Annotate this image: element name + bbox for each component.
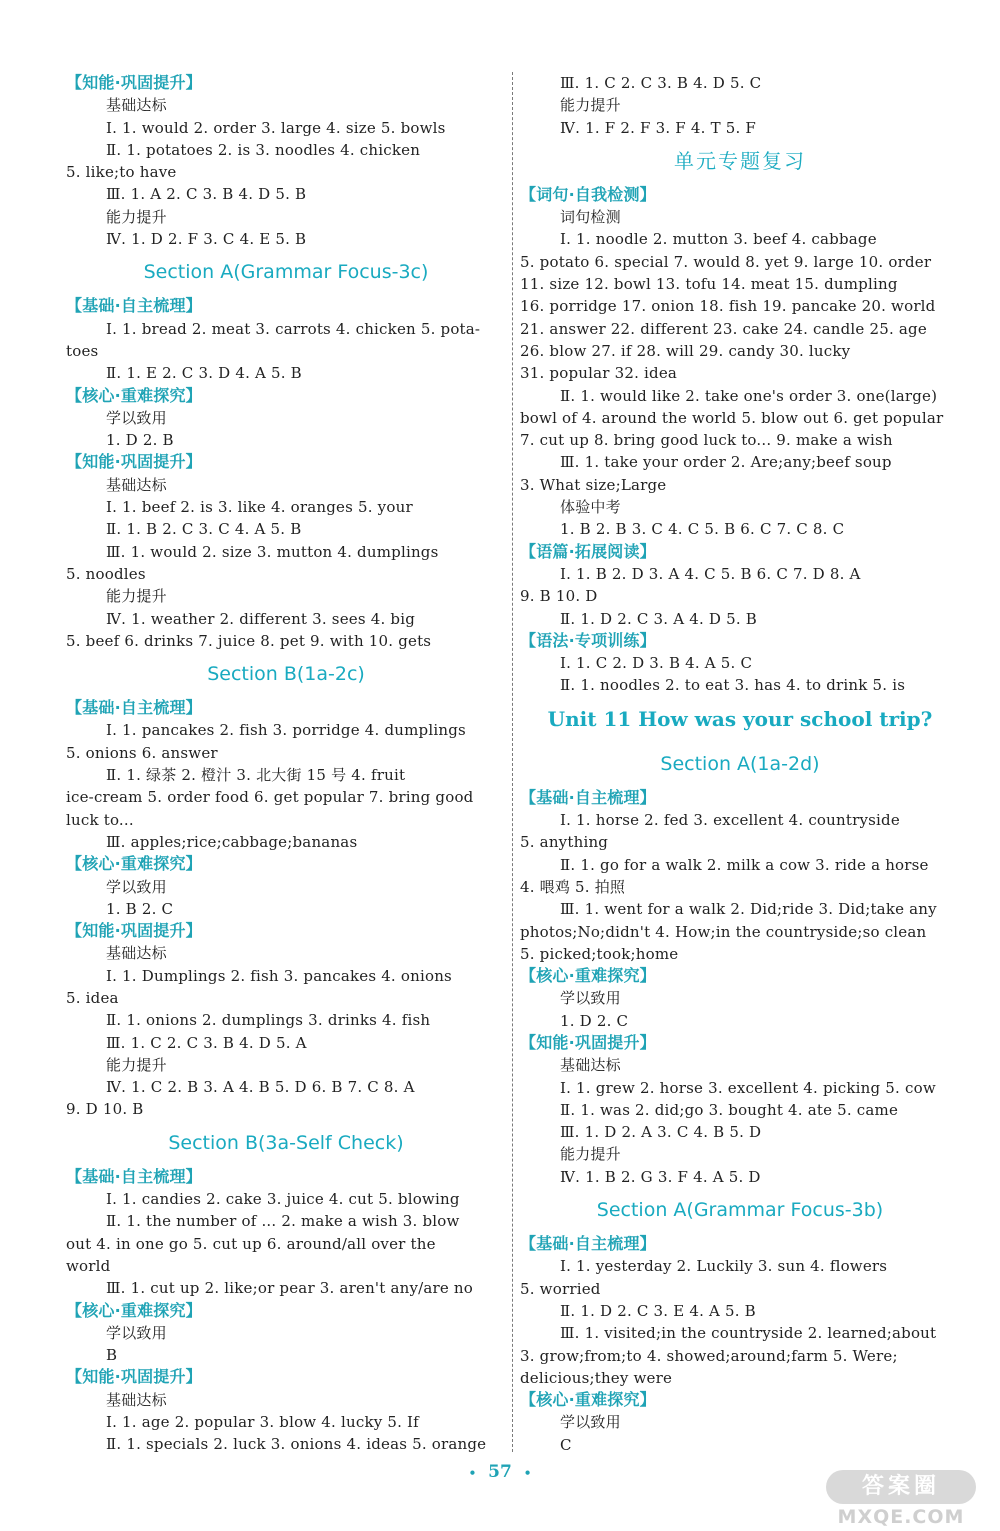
answer-line: Ⅰ. 1. B 2. D 3. A 4. C 5. B 6. C 7. D 8. A (560, 564, 861, 583)
right-column (520, 72, 960, 1456)
answer-line: Ⅱ. 1. was 2. did;go 3. bought 4. ate 5. came (560, 1100, 899, 1119)
answer-line: Ⅰ. 1. bread 2. meat 3. carrots 4. chicken 5. pota- (106, 319, 481, 338)
section-title: Section A(1a-2d) (660, 752, 820, 775)
answer-line: Ⅱ. 1. D 2. C 3. A 4. D 5. B (560, 609, 757, 628)
section-tag: 【核心·重难探究】 (66, 385, 202, 405)
answer-line-continued: 5. onions 6. answer (66, 743, 218, 762)
answer-line-continued: 5. potato 6. special 7. would 8. yet 9. large 10. order (520, 252, 932, 271)
subsection-label: 能力提升 (106, 1055, 167, 1074)
answer-line-continued: toes (66, 341, 99, 360)
answer-line: Ⅰ. 1. would 2. order 3. large 4. size 5. bowls (106, 118, 446, 137)
answer-line: Ⅰ. 1. pancakes 2. fish 3. porridge 4. dumplings (106, 721, 466, 740)
answer-line: Ⅰ. 1. beef 2. is 3. like 4. oranges 5. your (106, 498, 413, 517)
subsection-label: 词句检测 (560, 208, 621, 227)
section-tag-line (520, 1233, 960, 1255)
answer-line: Ⅲ. 1. cut up 2. like;or pear 3. aren't any/are no (106, 1279, 474, 1298)
subsection-label: 基础达标 (106, 944, 167, 963)
answer-line-continued: luck to... (66, 810, 134, 829)
answer-line: Ⅰ. 1. C 2. D 3. B 4. A 5. C (560, 654, 753, 673)
watermark-url: MXQE.COM (837, 1506, 965, 1528)
answer-line: 1. D 2. C (560, 1011, 629, 1030)
answer-line-continued: 3. grow;from;to 4. showed;around;farm 5. Were; (520, 1346, 898, 1365)
watermark-stamp: 答案圈 (826, 1470, 976, 1504)
answer-line: Ⅱ. 1. the number of ... 2. make a wish 3. blow (106, 1212, 460, 1231)
answer-line: Ⅰ. 1. noodle 2. mutton 3. beef 4. cabbage (560, 230, 877, 249)
section-tag: 【知能·巩固提升】 (66, 1367, 202, 1387)
unit-title: Unit 11 How was your school trip? (547, 706, 933, 731)
answer-line: Ⅳ. 1. B 2. G 3. F 4. A 5. D (560, 1167, 761, 1186)
section-tag-line (66, 451, 506, 473)
answer-line: Ⅰ. 1. yesterday 2. Luckily 3. sun 4. flowers (560, 1257, 888, 1276)
section-tag: 【基础·自主梳理】 (520, 787, 656, 807)
answer-line-continued: 16. porridge 17. onion 18. fish 19. pancake 20. world (520, 297, 936, 316)
section-tag: 【语篇·拓展阅读】 (520, 541, 656, 561)
footer-dot-left: • (468, 1466, 477, 1480)
section-tag-line (66, 853, 506, 875)
answer-line: 1. B 2. B 3. C 4. C 5. B 6. C 7. C 8. C (560, 520, 845, 539)
answer-line: Ⅳ. 1. C 2. B 3. A 4. B 5. D 6. B 7. C 8. A (106, 1078, 415, 1097)
section-tag: 【知能·巩固提升】 (66, 73, 202, 92)
section-tag: 【核心·重难探究】 (520, 966, 656, 986)
answer-line-continued: photos;No;didn't 4. How;in the countryside;so clean (520, 922, 927, 941)
section-tag-line (520, 541, 960, 563)
subsection-label: 基础达标 (106, 1390, 167, 1409)
answer-line: Ⅱ. 1. onions 2. dumplings 3. drinks 4. fish (106, 1011, 431, 1030)
section-tag: 【基础·自主梳理】 (66, 296, 202, 316)
answer-line: Ⅲ. 1. C 2. C 3. B 4. D 5. A (106, 1033, 307, 1052)
answer-line: Ⅳ. 1. D 2. F 3. C 4. E 5. B (106, 230, 307, 249)
section-tag-line (66, 1166, 506, 1188)
answer-line: Ⅲ. apples;rice;cabbage;bananas (106, 832, 358, 851)
answer-line: Ⅲ. 1. C 2. C 3. B 4. D 5. C (560, 74, 762, 92)
section-title: Section B(3a-Self Check) (168, 1131, 404, 1154)
subsection-label: 能力提升 (560, 1145, 621, 1164)
review-title: 单元专题复习 (674, 148, 806, 173)
answer-line: Ⅲ. 1. visited;in the countryside 2. learned;about (560, 1324, 937, 1343)
section-tag-line (520, 184, 960, 206)
answer-line: Ⅰ. 1. Dumplings 2. fish 3. pancakes 4. onions (106, 966, 452, 985)
section-tag: 【核心·重难探究】 (66, 854, 202, 874)
section-tag-line (520, 1032, 960, 1054)
section-tag-line (66, 72, 506, 94)
section-tag: 【知能·巩固提升】 (66, 921, 202, 941)
answer-line: 1. B 2. C (106, 899, 174, 918)
subsection-label: 基础达标 (106, 475, 167, 494)
answer-line-continued: 5. idea (66, 988, 119, 1007)
answer-line-continued: 21. answer 22. different 23. cake 24. candle 25. age (520, 319, 927, 338)
answer-line-continued: 5. worried (520, 1279, 601, 1298)
answer-line: Ⅱ. 1. E 2. C 3. D 4. A 5. B (106, 364, 302, 383)
answer-line: Ⅲ. 1. went for a walk 2. Did;ride 3. Did;take any (560, 900, 937, 919)
answer-line: Ⅳ. 1. weather 2. different 3. sees 4. big (106, 609, 416, 628)
section-tag-line (66, 1300, 506, 1322)
section-tag: 【知能·巩固提升】 (520, 1032, 656, 1052)
section-tag: 【词句·自我检测】 (520, 184, 656, 204)
section-tag-line (66, 1366, 506, 1388)
subsection-label: 学以致用 (106, 877, 167, 896)
subsection-label: 学以致用 (106, 1323, 167, 1342)
answer-line: Ⅱ. 1. B 2. C 3. C 4. A 5. B (106, 520, 302, 539)
subsection-label: 学以致用 (106, 408, 167, 427)
column-divider (512, 72, 513, 1452)
answer-line-continued: bowl of 4. around the world 5. blow out 6. get popular (520, 408, 944, 427)
section-tag: 【核心·重难探究】 (66, 1300, 202, 1320)
answer-line: Ⅲ. 1. take your order 2. Are;any;beef soup (560, 453, 892, 472)
section-tag-line (520, 630, 960, 652)
answer-line-continued: 11. size 12. bowl 13. tofu 14. meat 15. dumpling (520, 275, 898, 294)
subsection-label: 学以致用 (560, 989, 621, 1008)
answer-line: Ⅱ. 1. specials 2. luck 3. onions 4. ideas 5. orange (106, 1435, 487, 1454)
answer-line: Ⅰ. 1. horse 2. fed 3. excellent 4. countryside (560, 811, 900, 830)
section-tag: 【基础·自主梳理】 (66, 698, 202, 718)
answer-line-continued: 26. blow 27. if 28. will 29. candy 30. lucky (520, 341, 851, 360)
answer-line-continued: world (66, 1256, 111, 1275)
section-title: Section A(Grammar Focus-3b) (596, 1199, 884, 1222)
answer-line-continued: 5. picked;took;home (520, 944, 679, 963)
section-tag-line (66, 920, 506, 942)
subsection-label: 基础达标 (106, 96, 167, 115)
section-tag-line (520, 965, 960, 987)
answer-line-continued: 5. anything (520, 833, 609, 852)
answer-line: Ⅱ. 1. 绿茶 2. 橙汁 3. 北大街 15 号 4. fruit (106, 766, 406, 785)
footer-dot-right: • (523, 1466, 532, 1480)
subsection-label: 基础达标 (560, 1056, 621, 1075)
answer-line: C (560, 1435, 572, 1454)
answer-line-continued: 9. D 10. B (66, 1100, 144, 1119)
left-column (66, 72, 506, 1456)
answer-line: Ⅱ. 1. would like 2. take one's order 3. one(large) (560, 386, 938, 405)
section-tag-line (66, 697, 506, 719)
subsection-label: 学以致用 (560, 1413, 621, 1432)
answer-line: Ⅲ. 1. A 2. C 3. B 4. D 5. B (106, 185, 307, 204)
answer-line: Ⅱ. 1. D 2. C 3. E 4. A 5. B (560, 1301, 756, 1320)
answer-line: Ⅰ. 1. candies 2. cake 3. juice 4. cut 5. blowing (106, 1190, 460, 1209)
answer-line: Ⅱ. 1. noodles 2. to eat 3. has 4. to drink 5. is (560, 676, 906, 695)
subsection-label: 能力提升 (106, 207, 167, 226)
section-tag-line (66, 295, 506, 317)
answer-line-continued: out 4. in one go 5. cut up 6. around/all over the (66, 1234, 436, 1253)
subsection-label: 体验中考 (560, 498, 621, 517)
answer-line-continued: ice-cream 5. order food 6. get popular 7. bring good (66, 788, 474, 807)
section-tag: 【核心·重难探究】 (520, 1390, 656, 1410)
answer-line: Ⅰ. 1. grew 2. horse 3. excellent 4. picking 5. cow (560, 1078, 936, 1097)
section-tag: 【基础·自主梳理】 (66, 1166, 202, 1186)
answer-line: Ⅳ. 1. F 2. F 3. F 4. T 5. F (560, 118, 757, 137)
answer-line-continued: 5. noodles (66, 564, 146, 583)
page-number: 57 (488, 1462, 512, 1482)
answer-line-continued: 5. beef 6. drinks 7. juice 8. pet 9. with 10. gets (66, 631, 432, 650)
subsection-label: 能力提升 (106, 587, 167, 606)
answer-line-continued: 5. like;to have (66, 163, 177, 182)
section-tag-line (520, 1389, 960, 1411)
answer-line: Ⅱ. 1. potatoes 2. is 3. noodles 4. chicken (106, 140, 421, 159)
answer-line-continued: 31. popular 32. idea (520, 364, 678, 383)
section-tag-line (520, 787, 960, 809)
answer-line: Ⅲ. 1. D 2. A 3. C 4. B 5. D (560, 1123, 762, 1142)
answer-line: Ⅲ. 1. would 2. size 3. mutton 4. dumplings (106, 542, 439, 561)
answer-line: Ⅱ. 1. go for a walk 2. milk a cow 3. ride a horse (560, 855, 929, 874)
section-tag: 【知能·巩固提升】 (66, 452, 202, 472)
answer-line-continued: 3. What size;Large (520, 475, 667, 494)
section-tag: 【基础·自主梳理】 (520, 1234, 656, 1254)
subsection-label: 能力提升 (560, 96, 621, 115)
section-tag: 【语法·专项训练】 (520, 630, 656, 650)
answer-line-continued: 9. B 10. D (520, 587, 598, 606)
answer-line: Ⅰ. 1. age 2. popular 3. blow 4. lucky 5. If (106, 1413, 419, 1432)
answer-line-continued: 7. cut up 8. bring good luck to... 9. make a wish (520, 431, 893, 450)
answer-line: 1. D 2. B (106, 431, 174, 450)
answer-line: B (106, 1346, 118, 1365)
answer-line-continued: delicious;they were (520, 1368, 673, 1387)
section-title: Section B(1a-2c) (207, 663, 365, 686)
watermark-logo (826, 1470, 986, 1530)
section-tag-line (66, 385, 506, 407)
section-title: Section A(Grammar Focus-3c) (143, 261, 429, 284)
answer-line-continued: 4. 喂鸡 5. 拍照 (520, 877, 626, 896)
